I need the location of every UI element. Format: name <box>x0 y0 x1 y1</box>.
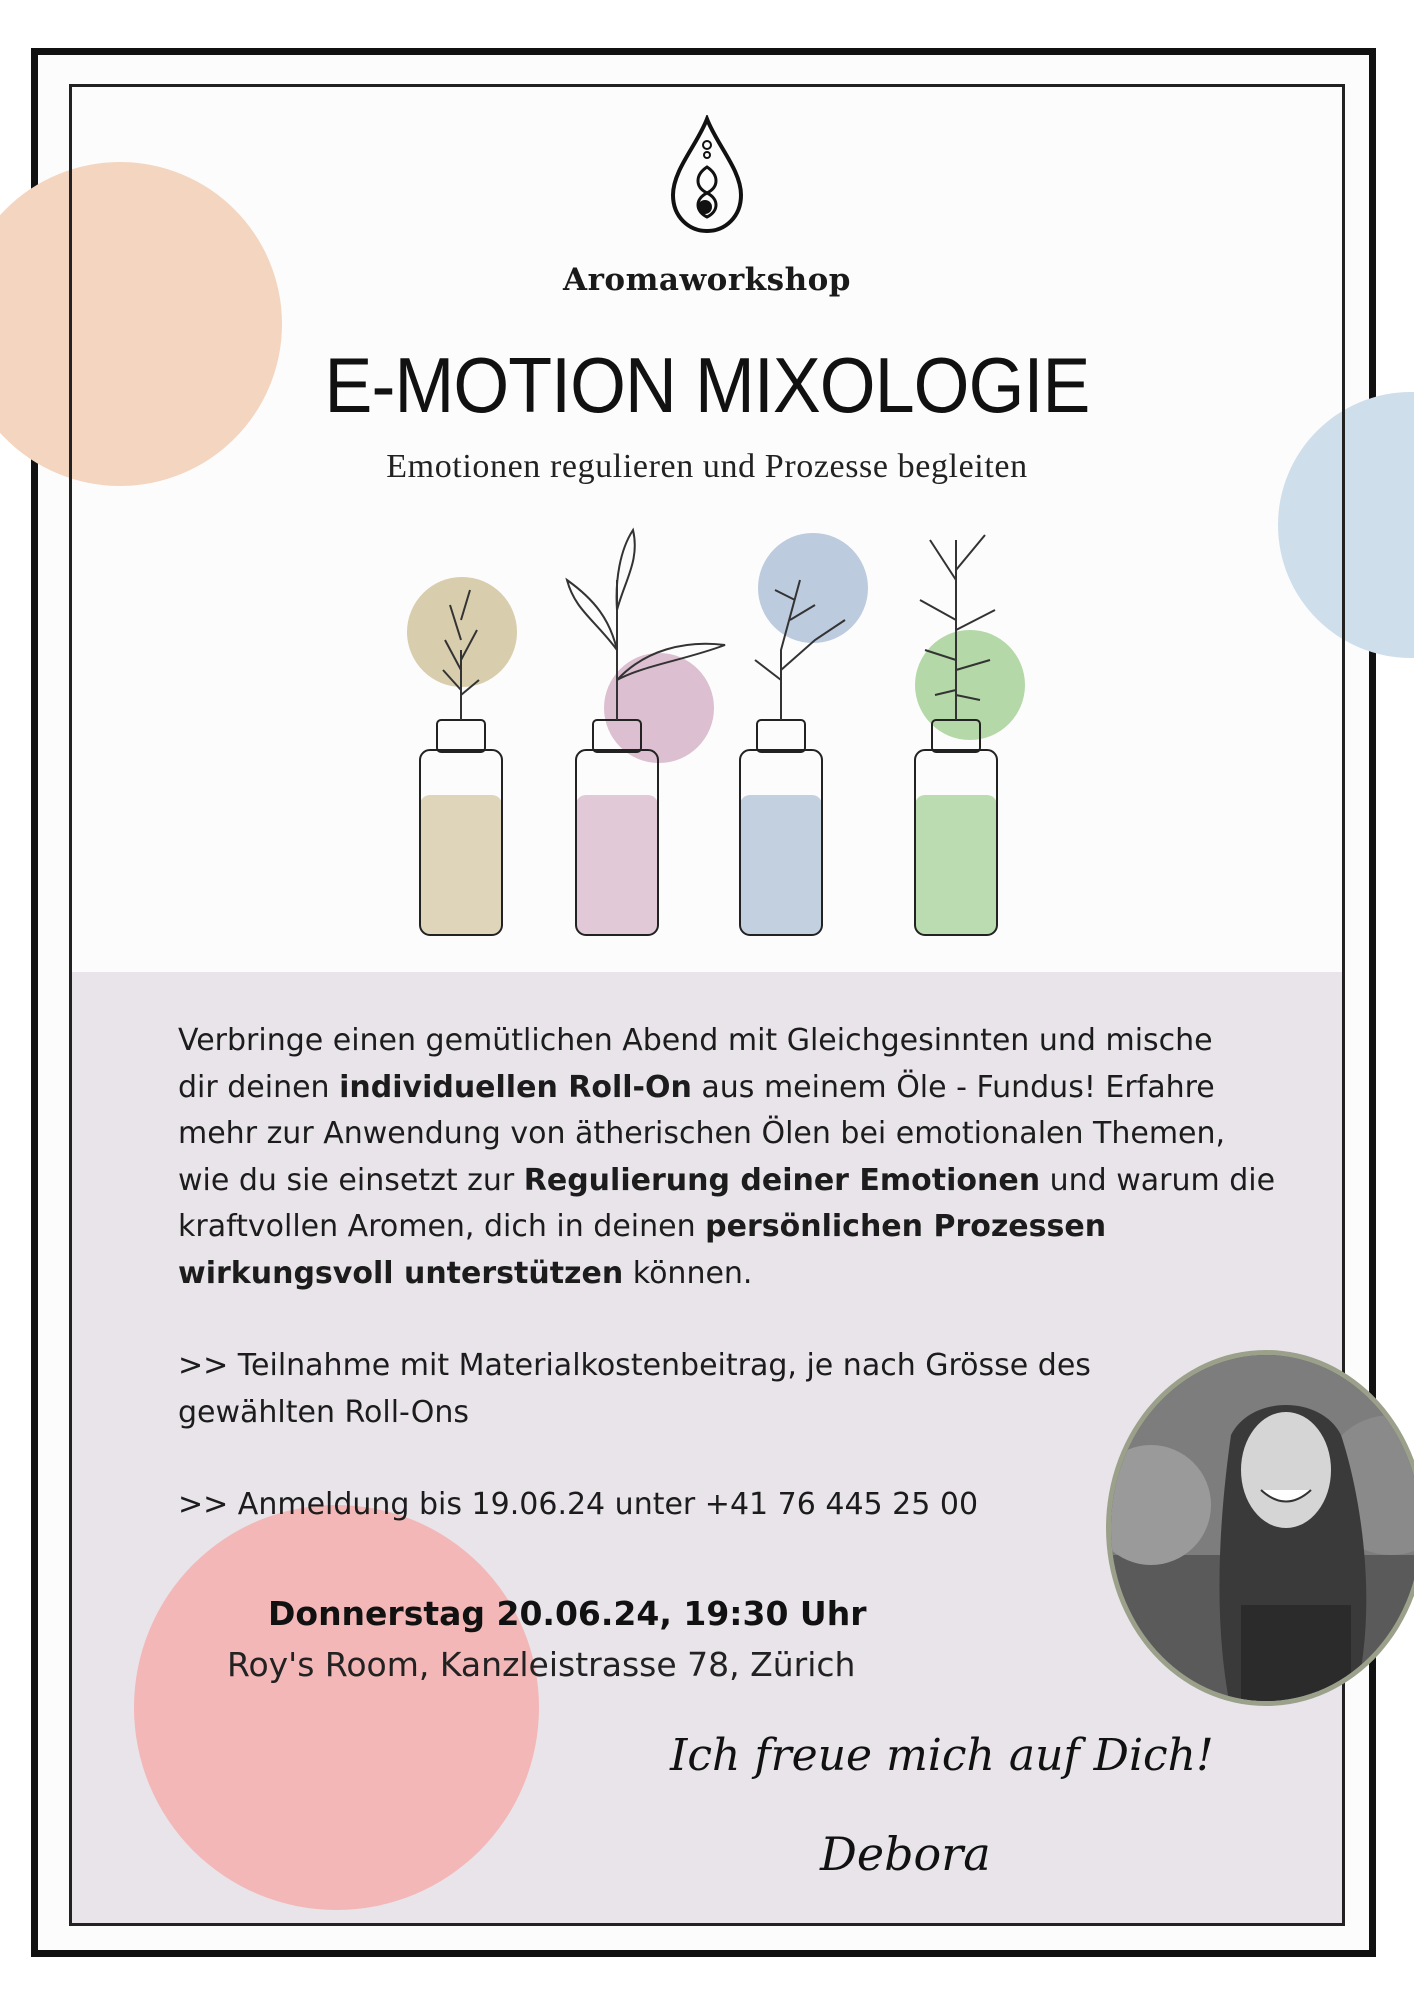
page-subtitle: Emotionen regulieren und Prozesse begleiten <box>386 448 1028 485</box>
description-line: wie du sie einsetzt zur Regulierung deiner Emotionen und warum die <box>178 1162 1276 1198</box>
description-line: dir deinen individuellen Roll-On aus meinem Öle - Fundus! Erfahre <box>178 1069 1215 1105</box>
workshop-kicker: Aromaworkshop <box>563 262 851 298</box>
drop-logo-icon <box>667 115 747 235</box>
event-date-time: Donnerstag 20.06.24, 19:30 Uhr <box>268 1594 867 1633</box>
signature-greeting: Ich freue mich auf Dich! <box>670 1730 1214 1781</box>
coral-circle <box>134 1505 539 1910</box>
highlight: individuellen Roll-On <box>339 1069 692 1105</box>
description <box>178 1018 1278 1297</box>
blue-circle <box>758 533 868 643</box>
description-line: mehr zur Anwendung von ätherischen Ölen bei emotionalen Themen, <box>178 1116 1226 1151</box>
pink-circle <box>604 653 714 763</box>
description-line: wirkungsvoll unterstützen können. <box>178 1255 753 1291</box>
description-line: Verbringe einen gemütlichen Abend mit Gleichgesinnten und mische <box>178 1023 1213 1058</box>
page-title: E-MOTION MIXOLOGIE <box>324 341 1090 429</box>
description-line: kraftvollen Aromen, dich in deinen persönlichen Prozessen <box>178 1209 1107 1244</box>
registration-note: >> Anmeldung bis 19.06.24 unter +41 76 445 25 00 <box>178 1487 979 1522</box>
signature <box>660 1700 1220 1920</box>
bottles-illustration <box>395 520 1055 950</box>
signature-name: Debora <box>820 1827 991 1881</box>
participation-note: >> Teilnahme mit Materialkostenbeitrag, je nach Grösse des gewählten Roll-Ons <box>178 1348 1091 1430</box>
event-location: Roy's Room, Kanzleistrasse 78, Zürich <box>227 1645 856 1684</box>
highlight: persönlichen Prozessen <box>705 1209 1107 1244</box>
highlight: Regulierung deiner Emotionen <box>523 1162 1041 1198</box>
highlight: wirkungsvoll unterstützen <box>178 1255 624 1291</box>
